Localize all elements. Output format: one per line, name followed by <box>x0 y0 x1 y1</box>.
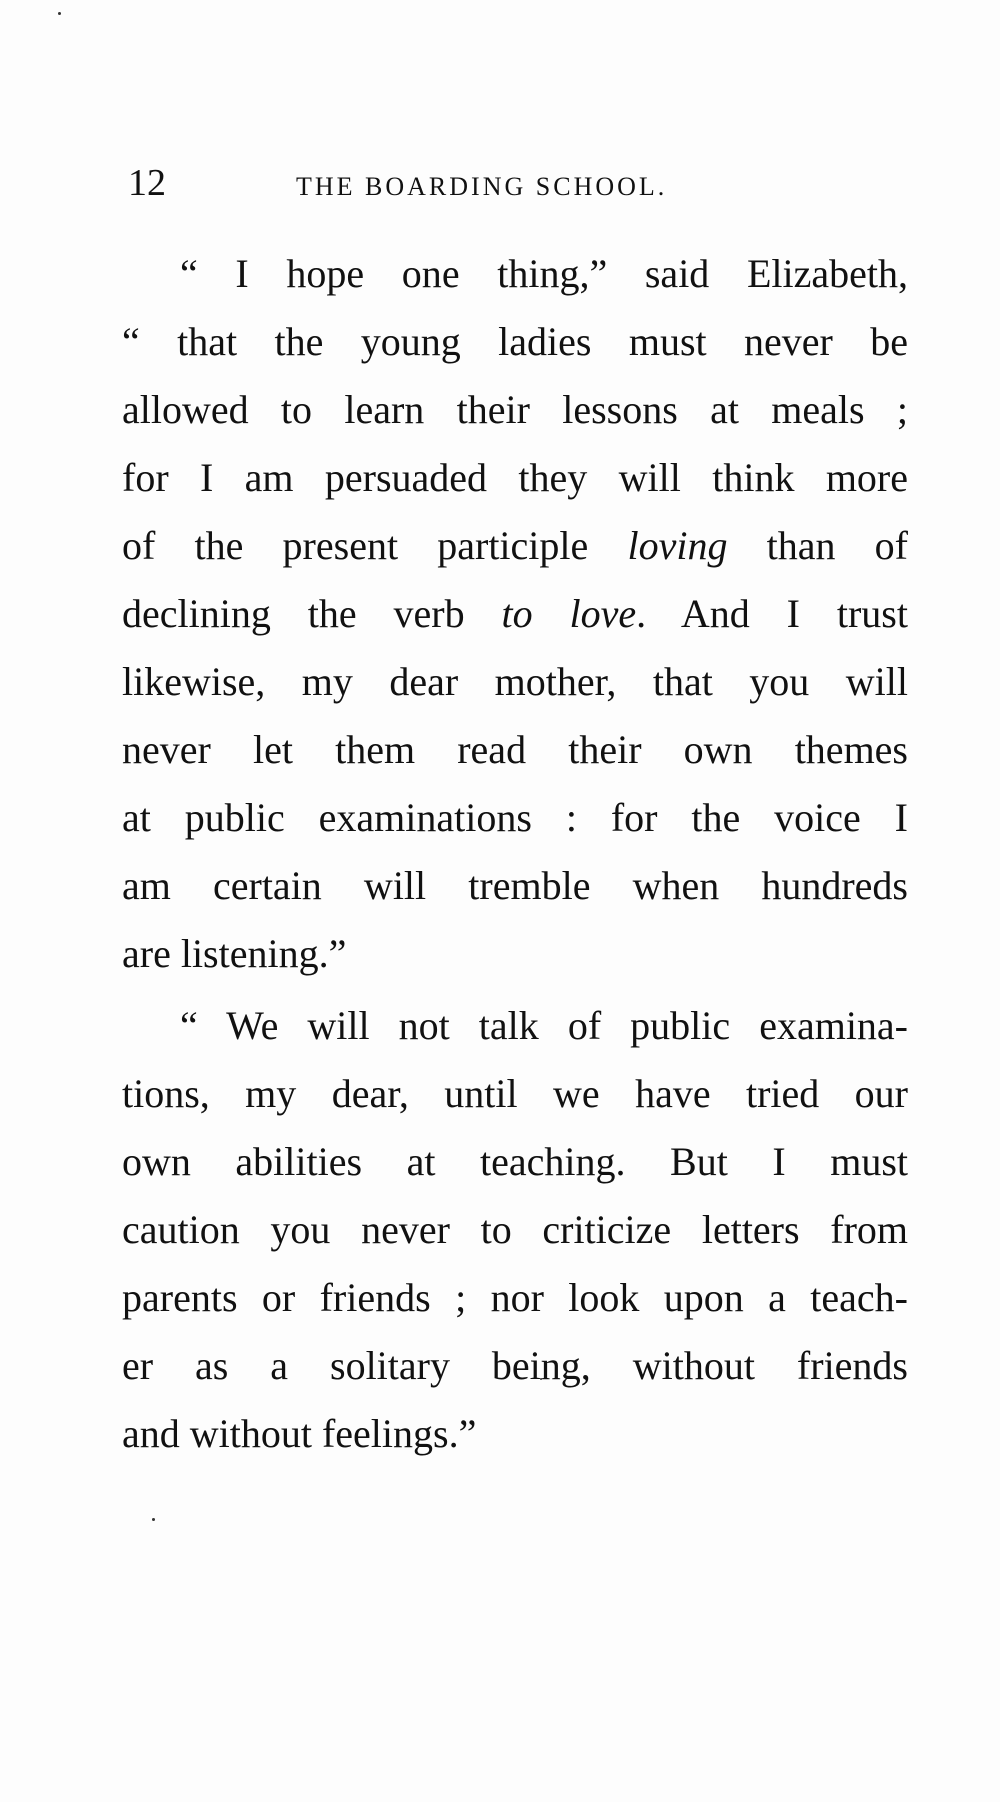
text-line: declining the verb to love. And I trust <box>122 591 908 636</box>
page-header <box>128 158 928 208</box>
ink-speck <box>152 1518 155 1521</box>
text-line: am certain will tremble when hundreds <box>122 863 908 908</box>
text-line: “ We will not talk of public examina- <box>180 1003 908 1048</box>
ink-speck <box>58 12 61 15</box>
text-line: likewise, my dear mother, that you will <box>122 659 908 704</box>
text-line: “ that the young ladies must never be <box>122 319 908 364</box>
paragraph-1 <box>122 240 908 988</box>
italic-phrase: to love <box>501 591 637 636</box>
text-line: and without feelings.” <box>122 1411 477 1456</box>
text-line: of the present participle loving than of <box>122 523 909 568</box>
text-line: for I am persuaded they will think more <box>122 455 908 500</box>
text-line: at public examinations : for the voice I <box>122 795 908 840</box>
text-line: are listening.” <box>122 931 347 976</box>
text-line: caution you never to criticize letters from <box>122 1207 908 1252</box>
text-line: tions, my dear, until we have tried our <box>122 1071 908 1116</box>
paragraph-2 <box>122 992 908 1468</box>
body-text <box>122 240 908 1468</box>
text-line: parents or friends ; nor look upon a teach- <box>122 1275 908 1320</box>
text-line: own abilities at teaching. But I must <box>122 1139 908 1184</box>
text-line: never let them read their own themes <box>122 727 908 772</box>
italic-phrase: loving <box>627 523 728 568</box>
running-title: THE BOARDING SCHOOL. <box>296 172 668 201</box>
text-line: er as a solitary being, without friends <box>122 1343 908 1388</box>
page-number: 12 <box>128 162 166 204</box>
text-line: “ I hope one thing,” said Elizabeth, <box>180 251 908 296</box>
text-line: allowed to learn their lessons at meals ; <box>122 387 908 432</box>
